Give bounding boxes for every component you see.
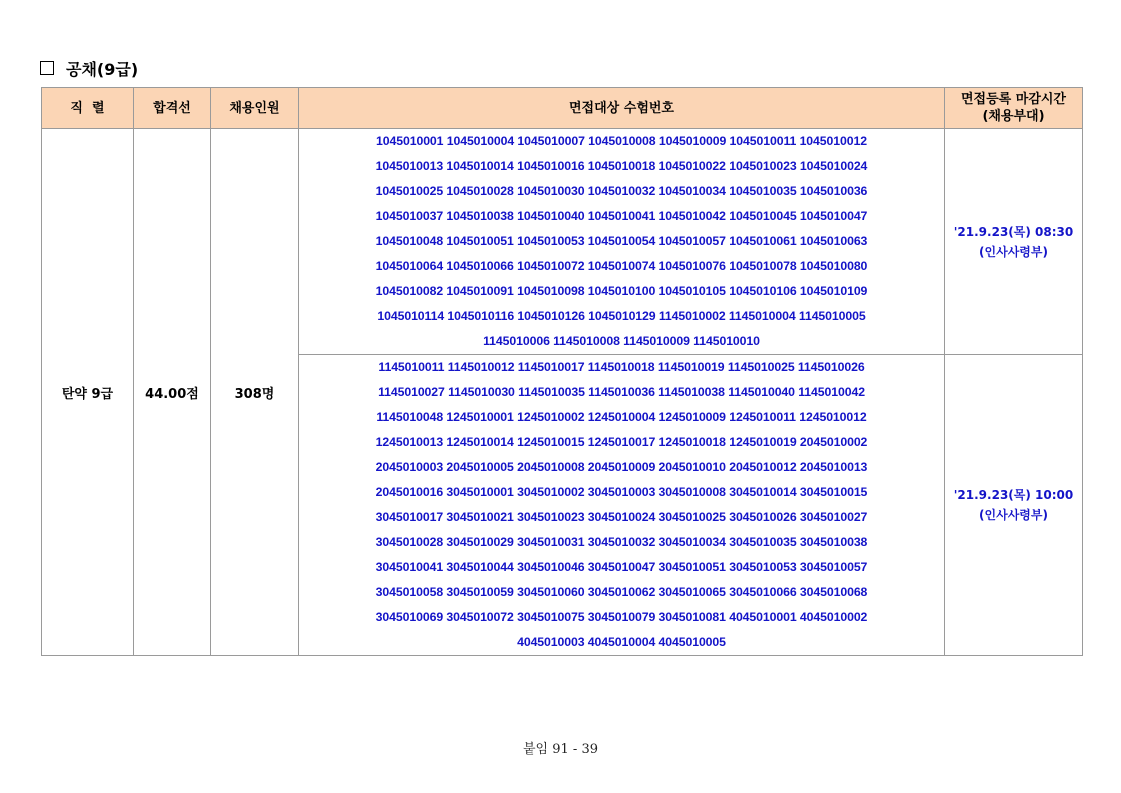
header-deadline-line1: 면접등록 마감시간 bbox=[961, 92, 1066, 107]
exam-number-line: 1045010064 1045010066 1045010072 1045010074 1045010076 1045010078 1045010080 bbox=[375, 259, 868, 273]
exam-number-line: 1045010082 1045010091 1045010098 1045010100 1045010105 1045010106 1045010109 bbox=[375, 284, 868, 298]
exam-number-line: 3045010041 3045010044 3045010046 3045010047 3045010051 3045010053 3045010057 bbox=[375, 560, 868, 574]
exam-number-line: 1145010011 1145010012 1145010017 1145010018 1145010019 1145010025 1145010026 bbox=[378, 360, 865, 374]
section-heading bbox=[40, 57, 138, 79]
exam-number-line: 3045010017 3045010021 3045010023 3045010024 3045010025 3045010026 3045010027 bbox=[375, 510, 868, 524]
header-row bbox=[42, 88, 1083, 129]
interview-table bbox=[41, 87, 1083, 656]
deadline-time: '21.9.23(목) 08:30 bbox=[953, 224, 1074, 239]
exam-number-line: 1045010025 1045010028 1045010030 1045010032 1045010034 1045010035 1045010036 bbox=[375, 184, 868, 198]
exam-number-line: 3045010028 3045010029 3045010031 3045010032 3045010034 3045010035 3045010038 bbox=[375, 535, 868, 549]
pass-score-cell: 44.00점 bbox=[134, 129, 211, 656]
exam-number-line: 1145010048 1245010001 1245010002 1245010004 1245010009 1245010011 1245010012 bbox=[376, 410, 867, 424]
exam-number-line: 1045010001 1045010004 1045010007 1045010008 1045010009 1045010011 1045010012 bbox=[376, 134, 867, 148]
page-number: 붙임 91 - 39 bbox=[523, 742, 598, 757]
header-pass-score: 합격선 bbox=[134, 88, 211, 129]
exam-number-line: 2045010003 2045010005 2045010008 2045010009 2045010010 2045010012 2045010013 bbox=[375, 460, 868, 474]
header-rank: 직 렬 bbox=[42, 88, 134, 129]
exam-number-line: 1045010037 1045010038 1045010040 1045010041 1045010042 1045010045 1045010047 bbox=[375, 209, 868, 223]
checkbox-icon bbox=[40, 61, 54, 75]
header-deadline bbox=[945, 88, 1083, 129]
header-hire-count: 채용인원 bbox=[211, 88, 299, 129]
deadline-time: '21.9.23(목) 10:00 bbox=[953, 488, 1074, 502]
exam-number-line: 1145010006 1145010008 1145010009 1145010010 bbox=[483, 334, 760, 348]
header-exam-numbers: 면접대상 수험번호 bbox=[299, 88, 945, 129]
deadline-cell bbox=[945, 129, 1083, 355]
table-row bbox=[42, 129, 1083, 355]
header-deadline-line2: (채용부대) bbox=[982, 109, 1045, 124]
deadline-unit: (인사사령부) bbox=[979, 508, 1048, 522]
exam-number-line: 1045010048 1045010051 1045010053 1045010054 1045010057 1045010061 1045010063 bbox=[375, 234, 868, 248]
exam-number-line: 1045010114 1045010116 1045010126 1045010129 1145010002 1145010004 1145010005 bbox=[377, 309, 866, 323]
section-title: 공채(9급) bbox=[66, 59, 139, 79]
deadline-unit: (인사사령부) bbox=[979, 244, 1048, 259]
exam-numbers-cell bbox=[299, 355, 945, 656]
exam-number-line: 1245010013 1245010014 1245010015 1245010017 1245010018 1245010019 2045010002 bbox=[375, 435, 868, 449]
exam-number-line: 1145010027 1145010030 1145010035 1145010036 1145010038 1145010040 1145010042 bbox=[378, 385, 865, 399]
exam-numbers-cell bbox=[299, 129, 945, 355]
hire-count-cell: 308명 bbox=[211, 129, 299, 656]
exam-number-line: 1045010013 1045010014 1045010016 1045010018 1045010022 1045010023 1045010024 bbox=[375, 159, 868, 173]
exam-number-line: 2045010016 3045010001 3045010002 3045010003 3045010008 3045010014 3045010015 bbox=[375, 485, 868, 499]
exam-number-line: 3045010069 3045010072 3045010075 3045010079 3045010081 4045010001 4045010002 bbox=[375, 610, 868, 624]
deadline-cell bbox=[945, 355, 1083, 656]
exam-number-line: 3045010058 3045010059 3045010060 3045010062 3045010065 3045010066 3045010068 bbox=[375, 585, 868, 599]
exam-number-line: 4045010003 4045010004 4045010005 bbox=[517, 635, 726, 649]
rank-cell: 탄약 9급 bbox=[42, 129, 134, 656]
